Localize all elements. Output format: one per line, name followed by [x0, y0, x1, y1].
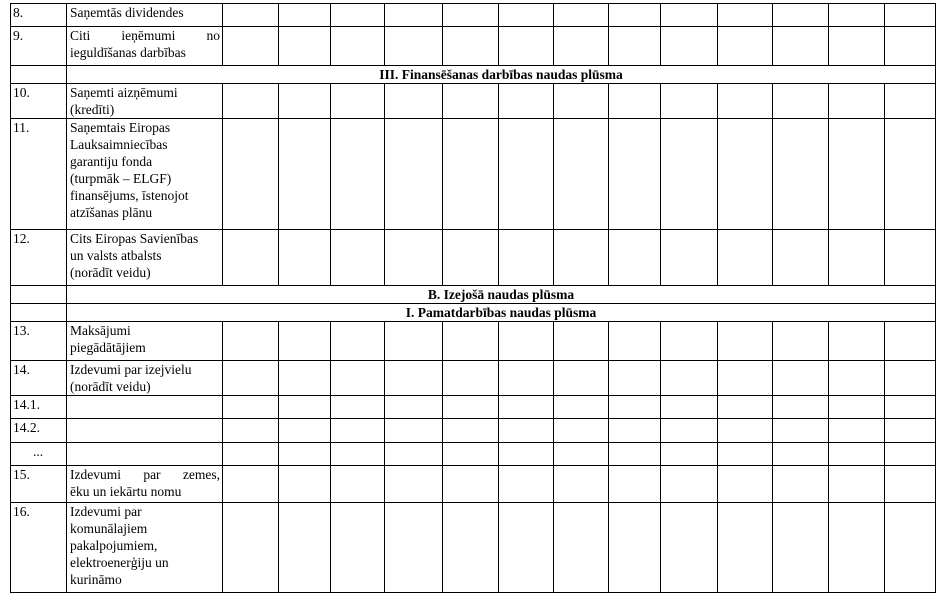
- description-line: komunālajiem: [70, 521, 148, 536]
- description-line: Maksājumi: [70, 323, 131, 338]
- value-cell: [609, 27, 661, 66]
- table-body: [11, 4, 936, 593]
- value-cell: [499, 4, 554, 27]
- value-cell: [223, 230, 279, 286]
- value-cell: [223, 419, 279, 443]
- value-cell: [554, 119, 609, 230]
- value-cell: [279, 4, 331, 27]
- row-number: [11, 304, 67, 322]
- value-cell: [385, 84, 443, 119]
- row-description: [67, 503, 223, 593]
- value-cell: [443, 443, 499, 466]
- value-cell: [331, 361, 385, 396]
- value-cell: [331, 443, 385, 466]
- description-line: Cits Eiropas Savienības: [70, 231, 199, 246]
- value-cell: [609, 322, 661, 361]
- row-description: [67, 84, 223, 119]
- row-description: [67, 230, 223, 286]
- description-line: Citi ieņēmumi no: [70, 28, 220, 43]
- row-number: 10.: [11, 84, 67, 119]
- value-cell: [499, 84, 554, 119]
- value-cell: [443, 396, 499, 419]
- value-cell: [885, 4, 936, 27]
- value-cell: [661, 443, 718, 466]
- description-line: garantiju fonda: [70, 154, 153, 169]
- value-cell: [661, 27, 718, 66]
- description-line: (turpmāk – ELGF): [70, 171, 172, 186]
- value-cell: [829, 322, 885, 361]
- value-cell: [773, 503, 829, 593]
- row-number: [11, 66, 67, 84]
- value-cell: [661, 4, 718, 27]
- value-cell: [223, 503, 279, 593]
- value-cell: [773, 419, 829, 443]
- value-cell: [331, 84, 385, 119]
- value-cell: [609, 84, 661, 119]
- value-cell: [718, 396, 773, 419]
- value-cell: [661, 419, 718, 443]
- table-row: [11, 443, 936, 466]
- value-cell: [331, 230, 385, 286]
- value-cell: [773, 322, 829, 361]
- value-cell: [885, 466, 936, 503]
- value-cell: [661, 466, 718, 503]
- value-cell: [279, 322, 331, 361]
- value-cell: [829, 396, 885, 419]
- table-row: [11, 230, 936, 286]
- value-cell: [385, 27, 443, 66]
- value-cell: [279, 396, 331, 419]
- value-cell: [829, 119, 885, 230]
- row-description: [67, 27, 223, 66]
- row-description: [67, 466, 223, 503]
- value-cell: [443, 419, 499, 443]
- value-cell: [279, 119, 331, 230]
- value-cell: [499, 230, 554, 286]
- value-cell: [331, 119, 385, 230]
- row-number: 13.: [11, 322, 67, 361]
- description-line: un valsts atbalsts: [70, 248, 162, 263]
- description-line: Izdevumi par: [70, 504, 142, 519]
- value-cell: [385, 230, 443, 286]
- description-line: ēku un iekārtu nomu: [70, 484, 182, 499]
- value-cell: [223, 84, 279, 119]
- value-cell: [279, 466, 331, 503]
- value-cell: [223, 322, 279, 361]
- description-line: Izdevumi par izejvielu: [70, 362, 192, 377]
- value-cell: [609, 443, 661, 466]
- description-line: (norādīt veidu): [70, 379, 151, 394]
- value-cell: [223, 27, 279, 66]
- value-cell: [885, 419, 936, 443]
- row-number: 15.: [11, 466, 67, 503]
- value-cell: [661, 503, 718, 593]
- value-cell: [554, 27, 609, 66]
- value-cell: [885, 322, 936, 361]
- value-cell: [829, 466, 885, 503]
- section-row: [11, 286, 936, 304]
- value-cell: [554, 396, 609, 419]
- value-cell: [829, 27, 885, 66]
- value-cell: [385, 322, 443, 361]
- table-row: [11, 4, 936, 27]
- table-row: [11, 466, 936, 503]
- description-line: piegādātājiem: [70, 340, 146, 355]
- row-number: ...: [11, 443, 67, 466]
- value-cell: [718, 503, 773, 593]
- value-cell: [499, 27, 554, 66]
- value-cell: [885, 27, 936, 66]
- value-cell: [223, 119, 279, 230]
- description-line: pakalpojumiem,: [70, 538, 158, 553]
- value-cell: [718, 361, 773, 396]
- value-cell: [499, 466, 554, 503]
- value-cell: [223, 443, 279, 466]
- value-cell: [829, 361, 885, 396]
- value-cell: [499, 119, 554, 230]
- row-description: [67, 443, 223, 466]
- value-cell: [331, 466, 385, 503]
- value-cell: [279, 443, 331, 466]
- row-description: [67, 361, 223, 396]
- value-cell: [718, 419, 773, 443]
- table-row: [11, 119, 936, 230]
- value-cell: [331, 322, 385, 361]
- row-number: 9.: [11, 27, 67, 66]
- table-row: [11, 396, 936, 419]
- value-cell: [885, 119, 936, 230]
- value-cell: [773, 466, 829, 503]
- value-cell: [279, 230, 331, 286]
- row-number: 11.: [11, 119, 67, 230]
- value-cell: [499, 322, 554, 361]
- value-cell: [443, 322, 499, 361]
- value-cell: [331, 419, 385, 443]
- value-cell: [331, 503, 385, 593]
- description-line: kurināmo: [70, 572, 122, 587]
- value-cell: [718, 443, 773, 466]
- value-cell: [279, 84, 331, 119]
- value-cell: [443, 4, 499, 27]
- value-cell: [499, 503, 554, 593]
- section-title: B. Izejošā naudas plūsma: [67, 286, 936, 304]
- table-row: [11, 503, 936, 593]
- value-cell: [718, 119, 773, 230]
- value-cell: [718, 84, 773, 119]
- section-title: III. Finansēšanas darbības naudas plūsma: [67, 66, 936, 84]
- table-row: [11, 419, 936, 443]
- value-cell: [443, 466, 499, 503]
- value-cell: [331, 396, 385, 419]
- value-cell: [773, 443, 829, 466]
- description-line: (norādīt veidu): [70, 265, 151, 280]
- value-cell: [885, 443, 936, 466]
- table-row: [11, 27, 936, 66]
- value-cell: [554, 503, 609, 593]
- row-description: [67, 419, 223, 443]
- description-line: ieguldīšanas darbības: [70, 45, 186, 60]
- row-number: 14.2.: [11, 419, 67, 443]
- description-line: elektroenerģiju un: [70, 555, 169, 570]
- description-line: Saņemtās dividendes: [70, 5, 184, 20]
- value-cell: [554, 4, 609, 27]
- value-cell: [223, 396, 279, 419]
- value-cell: [223, 466, 279, 503]
- value-cell: [279, 27, 331, 66]
- row-number: 14.: [11, 361, 67, 396]
- description-line: Saņemti aizņēmumi: [70, 85, 178, 100]
- value-cell: [609, 361, 661, 396]
- cash-flow-form: [10, 3, 936, 593]
- value-cell: [443, 84, 499, 119]
- value-cell: [718, 27, 773, 66]
- value-cell: [661, 396, 718, 419]
- value-cell: [443, 503, 499, 593]
- value-cell: [829, 84, 885, 119]
- value-cell: [885, 396, 936, 419]
- value-cell: [829, 4, 885, 27]
- description-line: atzīšanas plānu: [70, 205, 153, 220]
- value-cell: [554, 230, 609, 286]
- row-number: 12.: [11, 230, 67, 286]
- row-number: 14.1.: [11, 396, 67, 419]
- value-cell: [385, 419, 443, 443]
- description-line: (kredīti): [70, 102, 115, 117]
- value-cell: [609, 119, 661, 230]
- value-cell: [661, 84, 718, 119]
- value-cell: [885, 84, 936, 119]
- cash-flow-table: [10, 3, 936, 593]
- value-cell: [829, 443, 885, 466]
- row-number: 16.: [11, 503, 67, 593]
- value-cell: [499, 361, 554, 396]
- value-cell: [279, 419, 331, 443]
- value-cell: [443, 361, 499, 396]
- value-cell: [385, 443, 443, 466]
- value-cell: [609, 466, 661, 503]
- value-cell: [499, 443, 554, 466]
- value-cell: [331, 4, 385, 27]
- value-cell: [885, 230, 936, 286]
- value-cell: [609, 503, 661, 593]
- value-cell: [718, 466, 773, 503]
- value-cell: [661, 322, 718, 361]
- value-cell: [279, 361, 331, 396]
- section-title: I. Pamatdarbības naudas plūsma: [67, 304, 936, 322]
- value-cell: [385, 503, 443, 593]
- value-cell: [829, 230, 885, 286]
- table-row: [11, 361, 936, 396]
- description-line: Lauksaimniecības: [70, 137, 168, 152]
- row-number: [11, 286, 67, 304]
- value-cell: [661, 361, 718, 396]
- value-cell: [773, 396, 829, 419]
- value-cell: [609, 419, 661, 443]
- section-row: [11, 304, 936, 322]
- row-description: [67, 322, 223, 361]
- value-cell: [773, 84, 829, 119]
- table-row: [11, 322, 936, 361]
- value-cell: [443, 230, 499, 286]
- value-cell: [279, 503, 331, 593]
- value-cell: [385, 361, 443, 396]
- value-cell: [554, 419, 609, 443]
- value-cell: [885, 503, 936, 593]
- value-cell: [773, 27, 829, 66]
- value-cell: [773, 4, 829, 27]
- value-cell: [661, 119, 718, 230]
- description-line: Saņemtais Eiropas: [70, 120, 171, 135]
- table-row: [11, 84, 936, 119]
- section-row: [11, 66, 936, 84]
- value-cell: [829, 503, 885, 593]
- value-cell: [443, 119, 499, 230]
- value-cell: [829, 419, 885, 443]
- value-cell: [443, 27, 499, 66]
- value-cell: [554, 322, 609, 361]
- row-description: [67, 4, 223, 27]
- row-number: 8.: [11, 4, 67, 27]
- value-cell: [773, 119, 829, 230]
- value-cell: [499, 396, 554, 419]
- value-cell: [554, 361, 609, 396]
- value-cell: [331, 27, 385, 66]
- row-description: [67, 396, 223, 419]
- value-cell: [499, 419, 554, 443]
- value-cell: [773, 361, 829, 396]
- row-description: [67, 119, 223, 230]
- value-cell: [718, 230, 773, 286]
- value-cell: [773, 230, 829, 286]
- description-line: finansējums, īstenojot: [70, 188, 189, 203]
- value-cell: [223, 4, 279, 27]
- value-cell: [223, 361, 279, 396]
- value-cell: [554, 466, 609, 503]
- value-cell: [385, 396, 443, 419]
- value-cell: [609, 396, 661, 419]
- description-line: Izdevumi par zemes,: [70, 467, 220, 482]
- value-cell: [609, 4, 661, 27]
- value-cell: [718, 4, 773, 27]
- value-cell: [385, 466, 443, 503]
- value-cell: [609, 230, 661, 286]
- value-cell: [661, 230, 718, 286]
- value-cell: [554, 443, 609, 466]
- value-cell: [718, 322, 773, 361]
- value-cell: [554, 84, 609, 119]
- value-cell: [385, 4, 443, 27]
- value-cell: [385, 119, 443, 230]
- value-cell: [885, 361, 936, 396]
